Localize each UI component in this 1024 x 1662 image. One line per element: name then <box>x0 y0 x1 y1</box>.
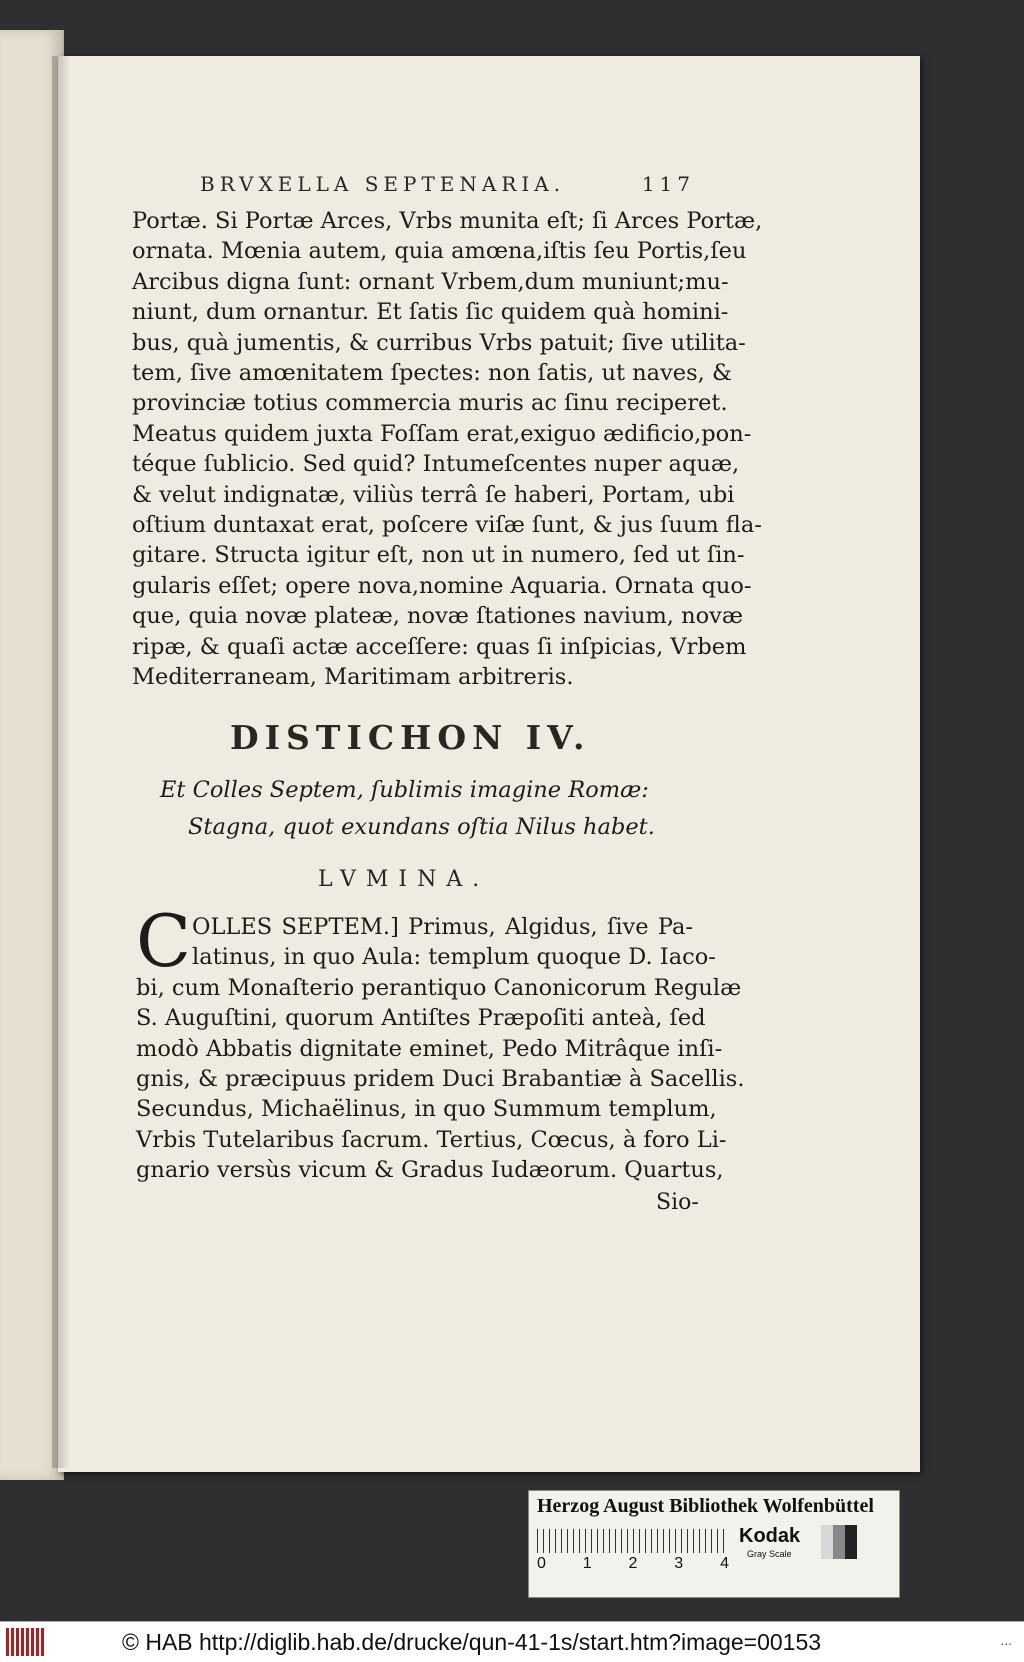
gray-swatches <box>821 1525 857 1559</box>
more-icon[interactable]: ... <box>1000 1632 1012 1648</box>
text-line: que, quia novæ plateæ, novæ ſtationes navium, novæ <box>132 603 744 630</box>
text-line: gitare. Structa igitur eſt, non ut in numero, ſed ut ſin- <box>132 542 745 569</box>
text-line: provinciæ totius commercia muris ac ſinu reciperet. <box>132 390 728 417</box>
text-line: OLLES SEPTEM.] Primus, Algidus, ſive Pa- <box>192 914 693 940</box>
ruler-number: 4 <box>720 1555 729 1572</box>
text-line: Arcibus digna ſunt: ornant Vrbem,dum muniunt;mu- <box>132 268 729 295</box>
ruler-number: 3 <box>674 1555 684 1572</box>
spine-shadow <box>52 56 70 1468</box>
body-text <box>132 206 763 693</box>
text-line: Secundus, Michaëlinus, in quo Summum templum, <box>136 1096 717 1123</box>
library-color-bar <box>528 1490 900 1598</box>
kodak-logo: Kodak <box>739 1525 801 1547</box>
text-line: bi, cum Monaſterio perantiquo Canonicorum Regulæ <box>136 974 742 1001</box>
section-text <box>136 912 745 1186</box>
ruler-numbers <box>537 1555 729 1573</box>
swatch <box>833 1525 845 1559</box>
text-line: S. Auguſtini, quorum Antiſtes Præpoſiti anteà, ſed <box>136 1005 706 1032</box>
ruler-number: 2 <box>628 1555 638 1572</box>
ruler-number: 0 <box>537 1555 546 1572</box>
text-line: gularis eſſet; opere nova,nomine Aquaria. Ornata quo- <box>132 572 752 599</box>
page-number: 117 <box>641 172 695 196</box>
text-line: Portæ. Si Portæ Arces, Vrbs munita eſt; ſi Arces Portæ, <box>132 208 763 234</box>
library-name: Herzog August Bibliothek Wolfenbüttel <box>537 1495 874 1517</box>
text-line: & velut indignatæ, viliùs terrâ ſe haberi, Portam, ubi <box>132 481 735 508</box>
footer-bar <box>0 1621 1024 1662</box>
gray-scale-label: Gray Scale <box>747 1549 792 1559</box>
running-head <box>200 172 695 196</box>
text-line: ripæ, & quaſi actæ acceſſere: quas ſi inſpicias, Vrbem <box>132 633 747 660</box>
text-line: gnario versùs vicum & Gradus Iudæorum. Quartus, <box>136 1157 724 1184</box>
text-line: latinus, in quo Aula: templum quoque D. Iaco- <box>192 944 716 971</box>
subheading: LVMINA. <box>318 867 490 892</box>
swatch <box>821 1525 833 1559</box>
section-heading: DISTICHON IV. <box>230 718 591 757</box>
swatch <box>845 1525 857 1559</box>
copyright-url[interactable]: © HAB http://diglib.hab.de/drucke/qun-41-1s/start.htm?image=00153 <box>122 1629 822 1655</box>
text-line: Vrbis Tutelaribus ſacrum. Tertius, Cœcus, à foro Li- <box>136 1126 727 1153</box>
text-line: oſtium duntaxat erat, poſcere viſæ ſunt, & jus ſuum fla- <box>132 512 762 539</box>
text-line: modò Abbatis dignitate eminet, Pedo Mitrâque inſi- <box>136 1035 723 1062</box>
text-line: téque ſublicio. Sed quid? Intumeſcentes nuper aquæ, <box>132 451 740 478</box>
text-line: Mediterraneam, Maritimam arbitreris. <box>132 664 574 691</box>
text-line: gnis, & præcipuus pridem Duci Brabantiæ à Sacellis. <box>136 1066 745 1093</box>
text-line: Meatus quidem juxta Foſſam erat,exiguo ædificio,pon- <box>132 420 752 447</box>
text-line: niunt, dum ornantur. Et ſatis ſic quidem quà homini- <box>132 299 729 326</box>
ruler-number: 1 <box>582 1555 592 1572</box>
ruler-scale <box>537 1529 729 1553</box>
verse-line: Et Colles Septem, ſublimis imagine Romæ: <box>160 777 649 803</box>
catchword: Sio- <box>656 1190 699 1215</box>
text-line: tem, ſive amœnitatem ſpectes: non ſatis, ut naves, & <box>132 360 732 387</box>
drop-cap: C <box>136 899 192 983</box>
verse-line: Stagna, quot exundans oſtia Nilus habet. <box>188 814 655 840</box>
running-head-title: BRVXELLA SEPTENARIA. <box>200 172 566 196</box>
text-line: bus, quà jumentis, & curribus Vrbs patuit; ſive utilita- <box>132 329 746 356</box>
hab-logo-icon <box>6 1628 46 1656</box>
text-line: ornata. Mœnia autem, quia amœna,iſtis ſeu Portis,ſeu <box>132 238 747 265</box>
